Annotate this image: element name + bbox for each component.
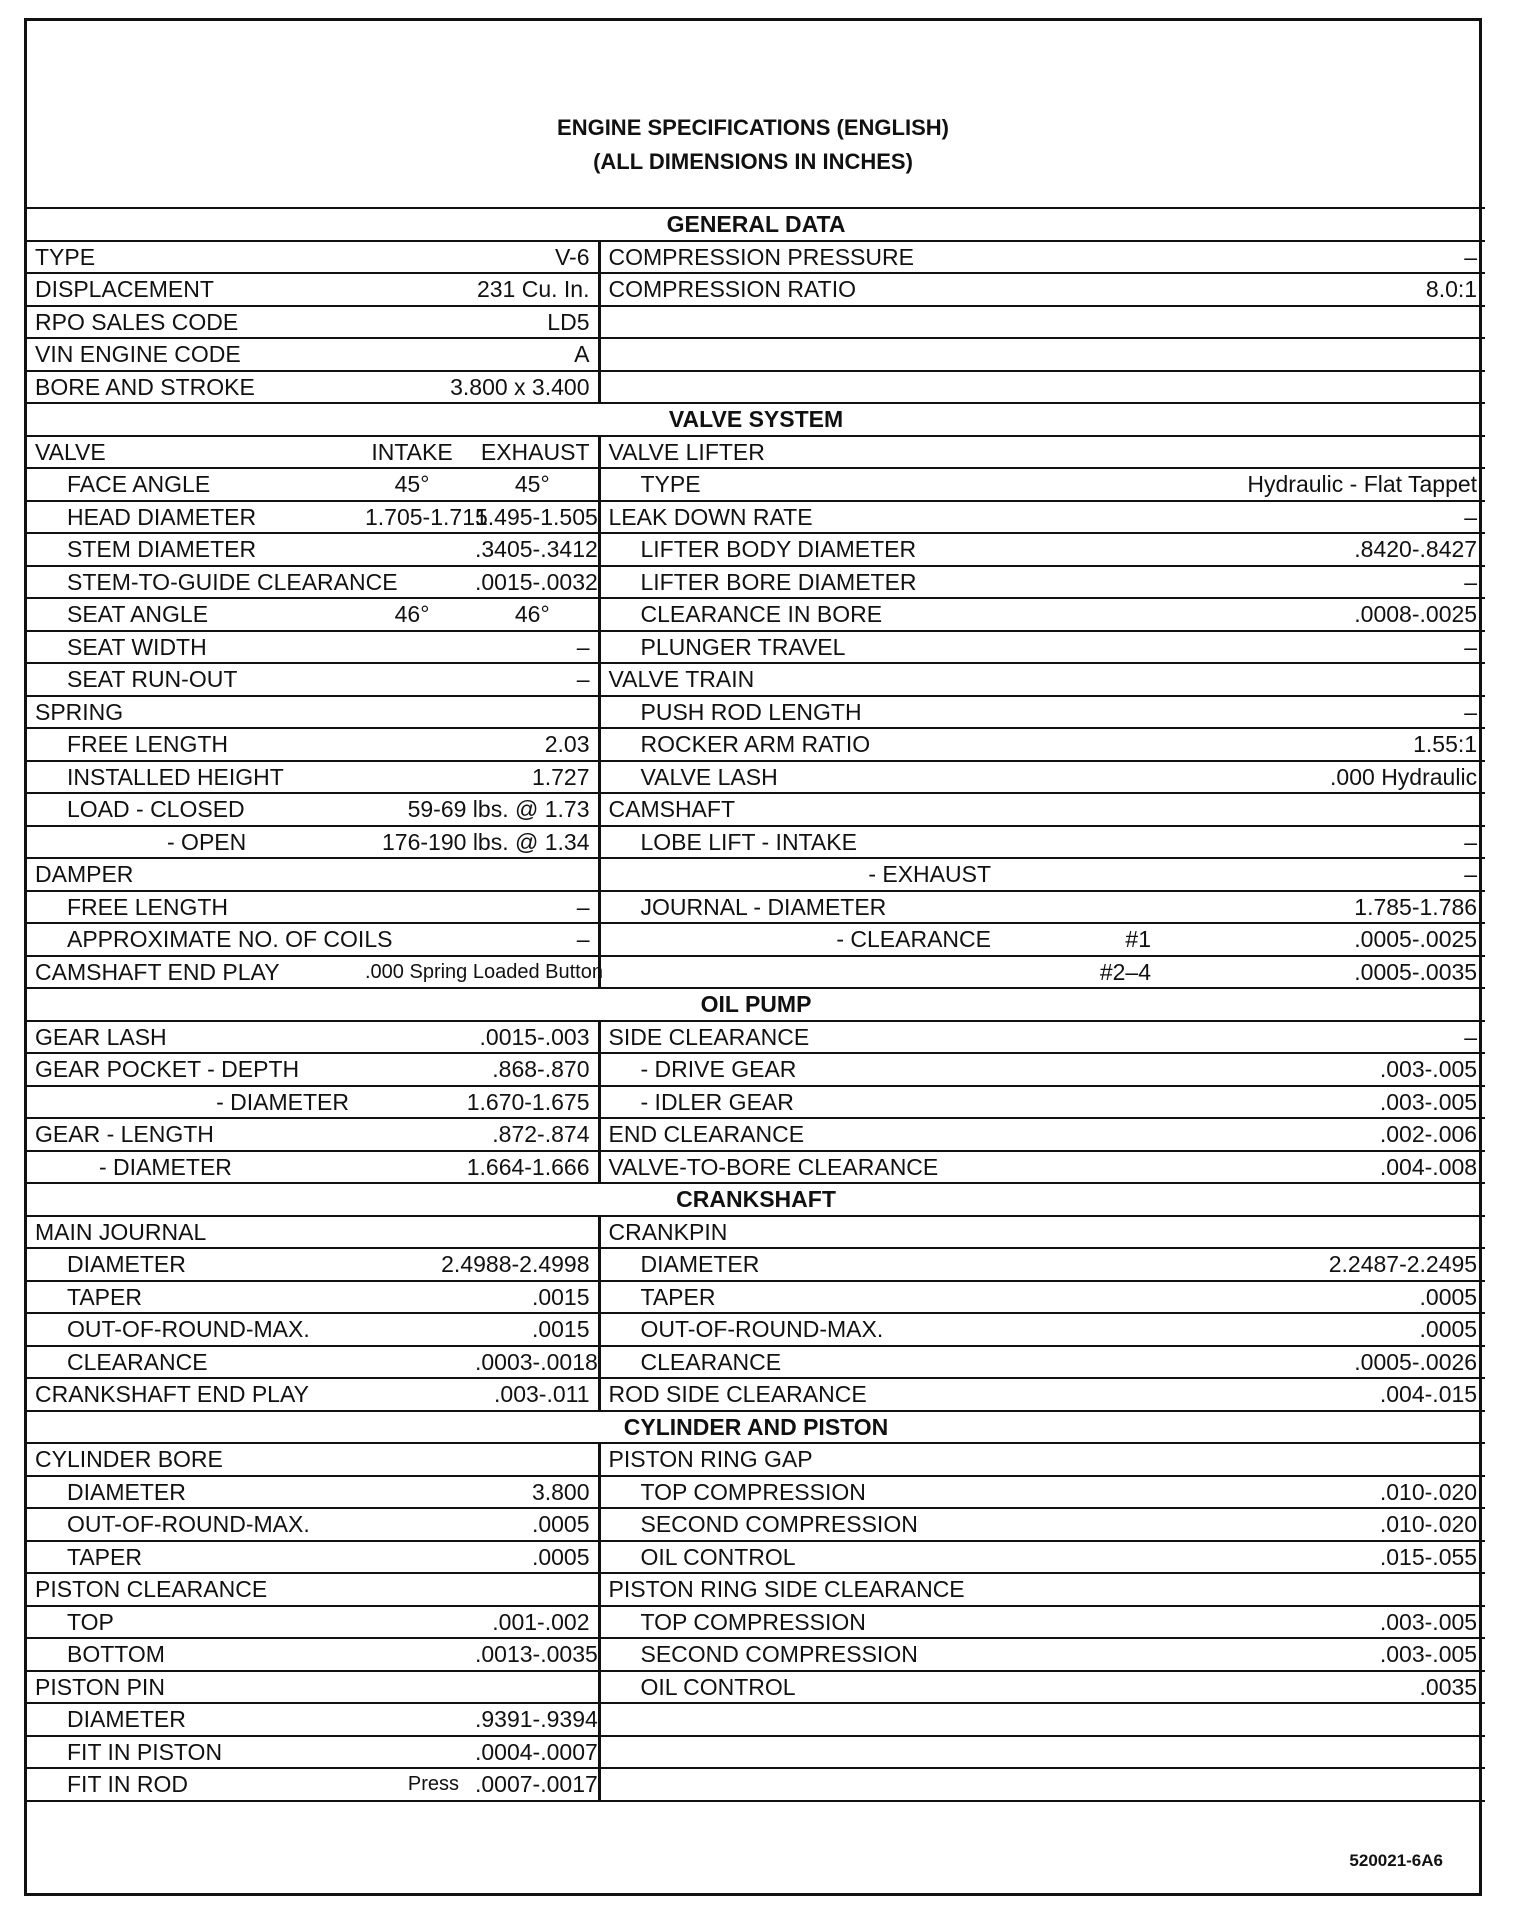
table-row: RPO SALES CODE LD5 — [27, 306, 1485, 339]
table-row: TAPER .0005 OIL CONTROL .015-.055 — [27, 1541, 1485, 1574]
table-row: TAPER .0015 TAPER .0005 — [27, 1281, 1485, 1314]
table-row: DIAMETER 2.4988-2.4998 DIAMETER 2.2487-2.2495 — [27, 1248, 1485, 1281]
table-row: FIT IN ROD Press .0007-.0017 — [27, 1768, 1485, 1801]
table-row: TOP .001-.002 TOP COMPRESSION .003-.005 — [27, 1606, 1485, 1639]
section-oil-pump: OIL PUMP — [27, 988, 1485, 1021]
table-row: - DIAMETER 1.670-1.675 - IDLER GEAR .003-.005 — [27, 1086, 1485, 1119]
table-row: INSTALLED HEIGHT 1.727 VALVE LASH .000 Hydraulic — [27, 761, 1485, 794]
table-row: DISPLACEMENT 231 Cu. In. COMPRESSION RATIO 8.0:1 — [27, 273, 1485, 306]
table-row: CLEARANCE .0003-.0018 CLEARANCE .0005-.0026 — [27, 1346, 1485, 1379]
section-general: GENERAL DATA — [27, 208, 1485, 241]
table-row: DIAMETER 3.800 TOP COMPRESSION .010-.020 — [27, 1476, 1485, 1509]
table-row: DAMPER - EXHAUST – — [27, 858, 1485, 891]
table-row: SEAT WIDTH – PLUNGER TRAVEL – — [27, 631, 1485, 664]
table-row: STEM-TO-GUIDE CLEARANCE .0015-.0032 LIFTER BORE DIAMETER – — [27, 566, 1485, 599]
table-row: FREE LENGTH – JOURNAL - DIAMETER 1.785-1.786 — [27, 891, 1485, 924]
section-cylinder-piston: CYLINDER AND PISTON — [27, 1411, 1485, 1444]
table-row: BOTTOM .0013-.0035 SECOND COMPRESSION .003-.005 — [27, 1638, 1485, 1671]
table-row: FIT IN PISTON .0004-.0007 — [27, 1736, 1485, 1769]
table-row: GEAR - LENGTH .872-.874 END CLEARANCE .002-.006 — [27, 1118, 1485, 1151]
table-row: SPRING PUSH ROD LENGTH – — [27, 696, 1485, 729]
table-row: SEAT ANGLE 46° 46° CLEARANCE IN BORE .0008-.0025 — [27, 598, 1485, 631]
table-row: GEAR POCKET - DEPTH .868-.870 - DRIVE GEAR .003-.005 — [27, 1053, 1485, 1086]
table-row: SEAT RUN-OUT – VALVE TRAIN — [27, 663, 1485, 696]
section-crankshaft: CRANKSHAFT — [27, 1183, 1485, 1216]
table-row: FACE ANGLE 45° 45° TYPE Hydraulic - Flat Tappet — [27, 468, 1485, 501]
page-title — [27, 111, 1479, 179]
table-row: PISTON PIN OIL CONTROL .0035 — [27, 1671, 1485, 1704]
table-row: - DIAMETER 1.664-1.666 VALVE-TO-BORE CLEARANCE .004-.008 — [27, 1151, 1485, 1184]
table-row: APPROXIMATE NO. OF COILS – - CLEARANCE #1 .0005-.0025 — [27, 923, 1485, 956]
section-valve: VALVE SYSTEM — [27, 403, 1485, 436]
table-row: OUT-OF-ROUND-MAX. .0015 OUT-OF-ROUND-MAX. .0005 — [27, 1313, 1485, 1346]
table-row: HEAD DIAMETER 1.705-1.715 1.495-1.505 LEAK DOWN RATE – — [27, 501, 1485, 534]
table-row: PISTON CLEARANCE PISTON RING SIDE CLEARANCE — [27, 1573, 1485, 1606]
table-row: CRANKSHAFT END PLAY .003-.011 ROD SIDE CLEARANCE .004-.015 — [27, 1378, 1485, 1411]
title-line-1: ENGINE SPECIFICATIONS (ENGLISH) — [557, 115, 949, 140]
table-row: BORE AND STROKE 3.800 x 3.400 — [27, 371, 1485, 404]
table-row: VALVE INTAKE EXHAUST VALVE LIFTER — [27, 436, 1485, 469]
title-line-2: (ALL DIMENSIONS IN INCHES) — [593, 149, 913, 174]
spec-sheet — [24, 18, 1482, 1896]
table-row: GEAR LASH .0015-.003 SIDE CLEARANCE – — [27, 1021, 1485, 1054]
table-row: STEM DIAMETER .3405-.3412 LIFTER BODY DIAMETER .8420-.8427 — [27, 533, 1485, 566]
table-row: DIAMETER .9391-.9394 — [27, 1703, 1485, 1736]
table-row: OUT-OF-ROUND-MAX. .0005 SECOND COMPRESSION .010-.020 — [27, 1508, 1485, 1541]
figure-code: 520021-6A6 — [1349, 1851, 1443, 1870]
table-row: CYLINDER BORE PISTON RING GAP — [27, 1443, 1485, 1476]
table-row: VIN ENGINE CODE A — [27, 338, 1485, 371]
table-row: CAMSHAFT END PLAY .000 Spring Loaded Button #2–4 .0005-.0035 — [27, 956, 1485, 989]
table-row: LOAD - CLOSED 59-69 lbs. @ 1.73 CAMSHAFT — [27, 793, 1485, 826]
table-row: FREE LENGTH 2.03 ROCKER ARM RATIO 1.55:1 — [27, 728, 1485, 761]
spec-table — [27, 207, 1485, 1802]
table-row: MAIN JOURNAL CRANKPIN — [27, 1216, 1485, 1249]
table-row: TYPE V-6 COMPRESSION PRESSURE – — [27, 241, 1485, 274]
table-row: - OPEN 176-190 lbs. @ 1.34 LOBE LIFT - INTAKE – — [27, 826, 1485, 859]
